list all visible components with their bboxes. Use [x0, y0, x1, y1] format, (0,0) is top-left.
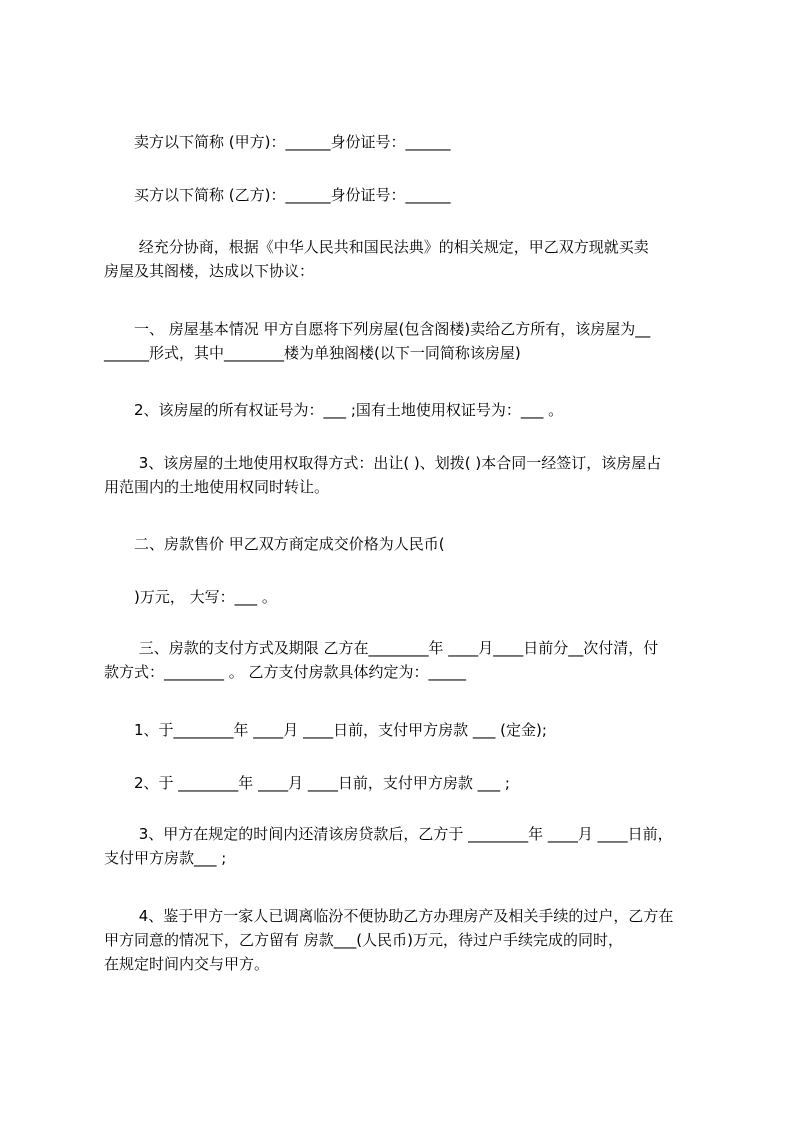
text-line: 二、房款售价 甲乙双方商定成交价格为人民币( [104, 535, 445, 553]
paragraph-buyer [104, 183, 704, 207]
text-line: 3、该房屋的土地使用权取得方式：出让( )、划拨( )本合同一经签订，该房屋占 [104, 454, 662, 472]
paragraph-section-1 [104, 317, 704, 365]
text-line: 2、于 ________年 ____月 ____日前，支付甲方房款 ___ ; [104, 774, 510, 792]
text-line: 房屋及其阁楼，达成以下协议： [104, 262, 315, 280]
text-line: 一、 房屋基本情况 甲方自愿将下列房屋(包含阁楼)卖给乙方所有，该房屋为__ [104, 320, 651, 338]
paragraph-item-3-2 [104, 771, 704, 795]
text-line: ______形式，其中________楼为单独阁楼(以下一同简称该房屋) [104, 344, 521, 362]
text-line: 用范围内的土地使用权同时转让。 [104, 478, 330, 496]
paragraph-section-3 [104, 636, 704, 684]
text-line: 在规定时间内交与甲方。 [104, 955, 270, 973]
paragraph-section-2 [104, 532, 704, 556]
paragraph-item-1-3 [104, 451, 704, 499]
paragraph-preamble [104, 235, 704, 283]
text-line: 4、鉴于甲方一家人已调离临汾不便协助乙方办理房产及相关手续的过户，乙方在 [104, 907, 674, 925]
text-line: 支付甲方房款___ ; [104, 849, 227, 867]
text-line: 三、房款的支付方式及期限 乙方在________年 ____月____日前分__次付清，付 [104, 639, 659, 657]
paragraph-item-3-1 [104, 718, 704, 742]
paragraph-item-3-3 [104, 822, 704, 870]
text-line: 2、该房屋的所有权证号为：___ ;国有土地使用权证号为：___ 。 [104, 401, 564, 419]
text-line: 卖方以下简称 (甲方)：______身份证号：______ [104, 133, 451, 151]
paragraph-item-3-4 [104, 904, 704, 976]
text-line: 甲方同意的情况下，乙方留有 房款___(人民币)万元，待过户手续完成的同时， [104, 931, 623, 949]
text-line: 款方式：________ 。 乙方支付房款具体约定为：_____ [104, 663, 467, 681]
paragraph-price-words [104, 585, 704, 609]
paragraph-seller [104, 130, 704, 154]
paragraph-item-1-2 [104, 398, 704, 422]
text-line: )万元， 大写：___ 。 [104, 588, 277, 606]
text-line: 买方以下简称 (乙方)：______身份证号：______ [104, 186, 451, 204]
text-line: 3、甲方在规定的时间内还清该房贷款后，乙方于 ________年 ____月 ____日前， [104, 825, 673, 843]
text-line: 经充分协商，根据《中华人民共和国民法典》的相关规定，甲乙双方现就买卖 [104, 238, 649, 256]
text-line: 1、于________年 ____月 ____日前，支付甲方房款 ___ (定金); [104, 721, 547, 739]
